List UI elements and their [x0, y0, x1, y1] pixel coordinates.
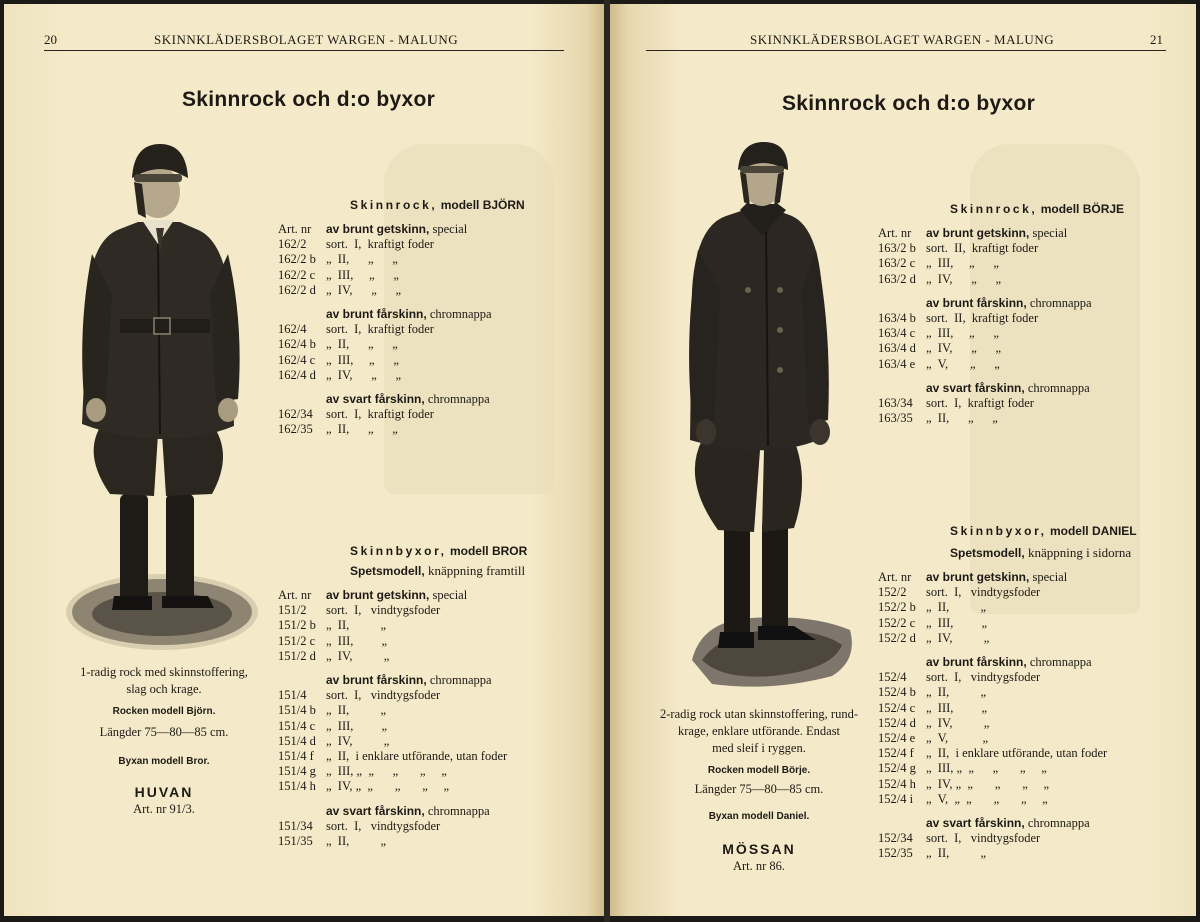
grade-description: „ III, „ „ „ „ „	[926, 761, 1047, 776]
caption-line-1: 1-radig rock med skinnstoffering,	[80, 665, 248, 679]
article-number: 162/2 d	[278, 282, 316, 297]
table-row	[278, 834, 507, 849]
table-row	[878, 746, 1107, 761]
grade-description: „ IV, „ „	[926, 341, 1002, 356]
table-row	[878, 381, 1092, 396]
article-number: 163/2 b	[878, 241, 916, 256]
grade-description: „ III, „	[326, 718, 388, 733]
article-number: 151/4 b	[278, 703, 316, 718]
material-line	[326, 804, 490, 819]
table-row	[278, 603, 507, 618]
table-row	[278, 634, 507, 649]
caption-line-1: 2-radig rock utan skinnstoffering, rund-	[660, 707, 858, 721]
material-subtype: chromnappa	[1026, 295, 1092, 310]
table-gap	[278, 298, 492, 307]
table-row	[278, 649, 507, 664]
trousers-heading-model: modell BROR	[449, 544, 528, 558]
article-number: 162/4 b	[278, 337, 316, 352]
grade-description: sort. II, kraftigt foder	[926, 241, 1039, 256]
material-line	[326, 588, 467, 603]
header-rule	[646, 50, 1166, 51]
trousers-heading	[950, 524, 1137, 538]
coat-heading-model: modell BÖRJE	[1040, 202, 1125, 216]
table-row	[878, 341, 1092, 356]
grade-description: sort. I, vindtygsfoder	[326, 818, 441, 833]
material-subtype: special	[1029, 570, 1068, 584]
table-row	[878, 670, 1107, 685]
table-row	[278, 719, 507, 734]
grade-description: „ IV, „ „	[926, 271, 1002, 286]
grade-description: sort. II, kraftigt foder	[926, 311, 1039, 326]
article-number	[878, 381, 926, 396]
article-number	[278, 392, 326, 407]
table-row	[278, 283, 492, 298]
table-row	[878, 272, 1092, 287]
article-number	[278, 673, 326, 688]
article-number: 163/35	[878, 411, 913, 426]
trousers-price-table	[878, 570, 1107, 862]
grade-description: „ II, „ „	[326, 337, 398, 352]
table-row	[878, 731, 1107, 746]
trousers-subheading-bold: Spetsmodell,	[350, 564, 425, 578]
grade-description: „ II, „	[326, 618, 387, 633]
caption-lengths: Längder 75—80—85 cm.	[694, 782, 824, 796]
material-heading: av svart fårskinn,	[326, 803, 425, 818]
table-gap	[278, 383, 492, 392]
figure-caption	[644, 706, 874, 875]
grade-description: „ III, „	[326, 633, 388, 648]
table-row	[278, 237, 492, 252]
table-gap	[278, 795, 507, 804]
table-row	[278, 779, 507, 794]
material-heading: av svart fårskinn,	[326, 392, 425, 407]
table-row	[278, 703, 507, 718]
article-number: 163/2 d	[878, 271, 916, 286]
article-number: 152/2 d	[878, 630, 916, 645]
coat-price-table	[878, 226, 1092, 426]
caption-hat-art: Art. nr 86.	[732, 859, 786, 873]
caption-line-2: krage, enklare utförande. Endast	[677, 724, 841, 738]
article-number: 163/4 d	[878, 341, 916, 356]
material-line	[926, 570, 1067, 585]
material-line	[326, 307, 492, 322]
article-number: 152/4 b	[878, 685, 916, 700]
table-row	[278, 268, 492, 283]
article-number: 151/4	[278, 688, 307, 703]
article-number: 162/2 b	[278, 252, 316, 267]
trousers-price-table	[278, 588, 507, 849]
grade-description: „ IV, „	[326, 648, 390, 663]
grade-description: „ V, „	[926, 731, 989, 746]
grade-description: „ II, i enklare utförande, utan foder	[326, 749, 508, 764]
article-number: 163/34	[878, 396, 913, 411]
table-row	[278, 422, 492, 437]
material-line	[926, 816, 1090, 831]
article-number: 162/2 c	[278, 267, 316, 282]
material-subtype: chromnappa	[1024, 380, 1090, 395]
table-row	[878, 701, 1107, 716]
article-number	[878, 655, 926, 670]
table-row	[278, 307, 492, 322]
caption-line-2: slag och krage.	[126, 682, 202, 696]
grade-description: „ II, i enklare utförande, utan foder	[926, 746, 1108, 761]
grade-description: „ III, „ „	[926, 256, 999, 271]
grade-description: sort. I, vindtygsfoder	[926, 585, 1041, 600]
article-number: 152/2 c	[878, 615, 916, 630]
material-subtype: chromnappa	[424, 803, 490, 818]
article-number: 152/4	[878, 670, 907, 685]
article-number: 151/4 g	[278, 764, 316, 779]
material-heading: av brunt fårskinn,	[326, 673, 427, 688]
article-number: 152/2 b	[878, 600, 916, 615]
material-line	[926, 296, 1092, 311]
article-number: 152/4 h	[878, 776, 916, 791]
article-number: 152/4 g	[878, 761, 916, 776]
grade-description: „ III, „ „ „ „ „	[326, 764, 447, 779]
grade-description: „ II, „ „	[326, 252, 398, 267]
table-row	[878, 846, 1107, 861]
table-row	[878, 600, 1107, 615]
article-number	[278, 307, 326, 322]
table-row	[878, 616, 1107, 631]
trousers-heading-type: Skinnbyxor,	[950, 524, 1047, 538]
grade-description: „ III, „	[926, 700, 988, 715]
figure-man-in-leather-coat-borje	[682, 140, 862, 690]
article-number: 151/4 d	[278, 733, 316, 748]
grade-description: „ IV, „ „ „ „ „	[926, 776, 1049, 791]
material-line	[326, 392, 490, 407]
article-number: 152/4 d	[878, 715, 916, 730]
article-number: 151/4 c	[278, 718, 316, 733]
article-number: 152/35	[878, 846, 913, 861]
table-row	[878, 792, 1107, 807]
table-row	[278, 353, 492, 368]
trousers-subheading-bold: Spetsmodell,	[950, 546, 1025, 560]
material-subtype: special	[429, 222, 468, 236]
table-row	[878, 685, 1107, 700]
article-number: 162/4	[278, 322, 307, 337]
header-rule	[44, 50, 564, 51]
material-heading: av brunt getskinn,	[326, 222, 430, 236]
grade-description: „ V, „ „ „ „ „	[926, 791, 1048, 806]
material-line	[926, 381, 1090, 396]
grade-description: „ III, „	[926, 615, 988, 630]
material-subtype: chromnappa	[1026, 655, 1092, 670]
caption-lengths: Längder 75—80—85 cm.	[99, 725, 229, 739]
article-number: 151/4 h	[278, 779, 316, 794]
trousers-subheading	[950, 545, 1131, 561]
article-number: 152/34	[878, 831, 913, 846]
material-heading: av svart fårskinn,	[926, 816, 1025, 831]
table-row	[278, 819, 507, 834]
grade-description: sort. I, vindtygsfoder	[926, 670, 1041, 685]
grade-description: sort. I, vindtygsfoder	[326, 688, 441, 703]
article-number: 151/2 c	[278, 633, 316, 648]
caption-trousers-model: Byxan modell Daniel.	[708, 811, 810, 822]
grade-description: „ II, „	[326, 703, 387, 718]
table-row	[878, 716, 1107, 731]
table-row	[878, 585, 1107, 600]
table-row	[878, 411, 1092, 426]
page-number: 21	[1150, 32, 1163, 47]
table-row	[278, 764, 507, 779]
material-subtype: chromnappa	[1024, 816, 1090, 831]
trousers-subheading-rest: knäppning framtill	[424, 563, 526, 578]
material-heading: av brunt fårskinn,	[926, 655, 1027, 670]
table-row	[878, 311, 1092, 326]
table-gap	[878, 646, 1107, 655]
grade-description: „ III, „ „	[326, 267, 399, 282]
grade-description: „ II, „ „	[926, 411, 998, 426]
table-row	[878, 761, 1107, 776]
table-row	[278, 392, 492, 407]
page-number: 20	[44, 32, 57, 47]
table-row	[278, 749, 507, 764]
article-number: 163/4 b	[878, 311, 916, 326]
grade-description: sort. I, vindtygsfoder	[326, 603, 441, 618]
article-number: 151/35	[278, 834, 313, 849]
material-line	[926, 655, 1092, 670]
table-row	[878, 357, 1092, 372]
page-title: Skinnrock och d:o byxor	[182, 88, 436, 111]
table-row	[878, 396, 1092, 411]
material-line	[326, 222, 467, 237]
coat-heading	[950, 202, 1124, 216]
article-number: 152/4 i	[878, 791, 914, 806]
article-number: 152/2	[878, 585, 907, 600]
table-row	[278, 407, 492, 422]
material-subtype: chromnappa	[426, 307, 492, 322]
table-row	[878, 655, 1107, 670]
trousers-subheading	[350, 563, 525, 579]
material-subtype: chromnappa	[424, 392, 490, 407]
trousers-subheading-rest: knäppning i sidorna	[1024, 545, 1132, 560]
caption-coat-model: Rocken modell Björn.	[112, 706, 216, 717]
table-row	[878, 816, 1107, 831]
trousers-heading	[350, 544, 527, 558]
caption-hat-art: Art. nr 91/3.	[133, 802, 195, 816]
table-row	[278, 688, 507, 703]
grade-description: sort. I, kraftigt foder	[326, 407, 434, 422]
running-head: SKINNKLÄDERSBOLAGET WARGEN - MALUNG	[154, 32, 459, 47]
grade-description: „ V, „ „	[926, 356, 1000, 371]
table-row	[278, 337, 492, 352]
caption-hat-name: HUVAN	[134, 784, 194, 800]
material-heading: av brunt fårskinn,	[326, 307, 427, 322]
table-row	[878, 777, 1107, 792]
grade-description: „ III, „ „	[326, 352, 399, 367]
grade-description: „ IV, „ „	[326, 367, 402, 382]
table-row	[878, 631, 1107, 646]
grade-description: „ II, „	[926, 846, 987, 861]
left-page	[4, 4, 604, 916]
article-number: 151/4 f	[278, 749, 314, 764]
table-gap	[878, 372, 1092, 381]
grade-description: „ IV, „	[926, 715, 990, 730]
grade-description: „ II, „	[326, 834, 387, 849]
coat-heading-model: modell BJÖRN	[440, 198, 525, 212]
running-head: SKINNKLÄDERSBOLAGET WARGEN - MALUNG	[750, 32, 1055, 47]
article-number: 151/34	[278, 818, 313, 833]
caption-coat-model: Rocken modell Börje.	[707, 765, 811, 776]
coat-price-table	[278, 222, 492, 438]
material-subtype: special	[429, 588, 468, 602]
caption-line-3: med sleif i ryggen.	[712, 741, 806, 755]
table-row	[878, 296, 1092, 311]
article-number: 151/2 d	[278, 648, 316, 663]
caption-hat-name: MÖSSAN	[722, 841, 796, 857]
grade-description: „ II, „	[926, 685, 987, 700]
table-row	[278, 588, 507, 603]
article-number: 162/35	[278, 422, 313, 437]
figure-man-in-leather-coat-bjorn	[62, 134, 262, 654]
article-number: 151/2 b	[278, 618, 316, 633]
table-row	[278, 618, 507, 633]
material-subtype: special	[1029, 226, 1068, 240]
table-row	[278, 252, 492, 267]
trousers-heading-model: modell DANIEL	[1049, 524, 1137, 538]
right-page	[610, 4, 1196, 916]
grade-description: „ II, „	[926, 600, 987, 615]
article-number: 162/4 c	[278, 352, 316, 367]
page-title: Skinnrock och d:o byxor	[782, 92, 1036, 115]
grade-description: „ IV, „	[326, 733, 390, 748]
article-number: Art. nr	[278, 588, 312, 602]
grade-description: „ IV, „ „	[326, 282, 402, 297]
article-number: Art. nr	[878, 226, 912, 240]
article-number: 163/4 c	[878, 326, 916, 341]
grade-description: sort. I, kraftigt foder	[326, 237, 434, 252]
grade-description: sort. I, kraftigt foder	[926, 396, 1034, 411]
table-row	[878, 570, 1107, 585]
table-row	[278, 322, 492, 337]
figure-caption	[54, 664, 274, 818]
coat-heading-type: Skinnrock,	[350, 198, 438, 212]
table-gap	[878, 287, 1092, 296]
table-gap	[878, 807, 1107, 816]
grade-description: „ II, „ „	[326, 422, 398, 437]
material-heading: av brunt getskinn,	[926, 226, 1030, 240]
article-number: Art. nr	[878, 570, 912, 584]
grade-description: „ IV, „ „ „ „ „	[326, 779, 449, 794]
material-heading: av brunt fårskinn,	[926, 295, 1027, 310]
grade-description: sort. I, vindtygsfoder	[926, 831, 1041, 846]
table-row	[278, 734, 507, 749]
material-line	[926, 226, 1067, 241]
table-row	[278, 368, 492, 383]
grade-description: „ III, „ „	[926, 326, 999, 341]
article-number: 151/2	[278, 603, 307, 618]
material-line	[326, 673, 492, 688]
trousers-heading-type: Skinnbyxor,	[350, 544, 447, 558]
table-row	[878, 226, 1092, 241]
coat-heading-type: Skinnrock,	[950, 202, 1038, 216]
article-number: Art. nr	[278, 222, 312, 236]
article-number: 162/34	[278, 407, 313, 422]
article-number: 163/2 c	[878, 256, 916, 271]
caption-trousers-model: Byxan modell Bror.	[118, 756, 210, 767]
article-number: 163/4 e	[878, 356, 916, 371]
table-row	[278, 804, 507, 819]
table-row	[878, 326, 1092, 341]
material-heading: av svart fårskinn,	[926, 380, 1025, 395]
article-number	[878, 816, 926, 831]
coat-heading	[350, 198, 525, 212]
article-number: 152/4 c	[878, 700, 916, 715]
material-heading: av brunt getskinn,	[926, 570, 1030, 584]
article-number: 152/4 e	[878, 731, 916, 746]
table-row	[878, 241, 1092, 256]
article-number: 162/4 d	[278, 367, 316, 382]
table-gap	[278, 664, 507, 673]
table-row	[878, 831, 1107, 846]
grade-description: sort. I, kraftigt foder	[326, 322, 434, 337]
article-number: 162/2	[278, 237, 307, 252]
article-number	[278, 804, 326, 819]
table-row	[278, 673, 507, 688]
table-row	[878, 256, 1092, 271]
table-row	[278, 222, 492, 237]
grade-description: „ IV, „	[926, 630, 990, 645]
material-subtype: chromnappa	[426, 673, 492, 688]
article-number	[878, 296, 926, 311]
material-heading: av brunt getskinn,	[326, 588, 430, 602]
article-number: 152/4 f	[878, 746, 914, 761]
